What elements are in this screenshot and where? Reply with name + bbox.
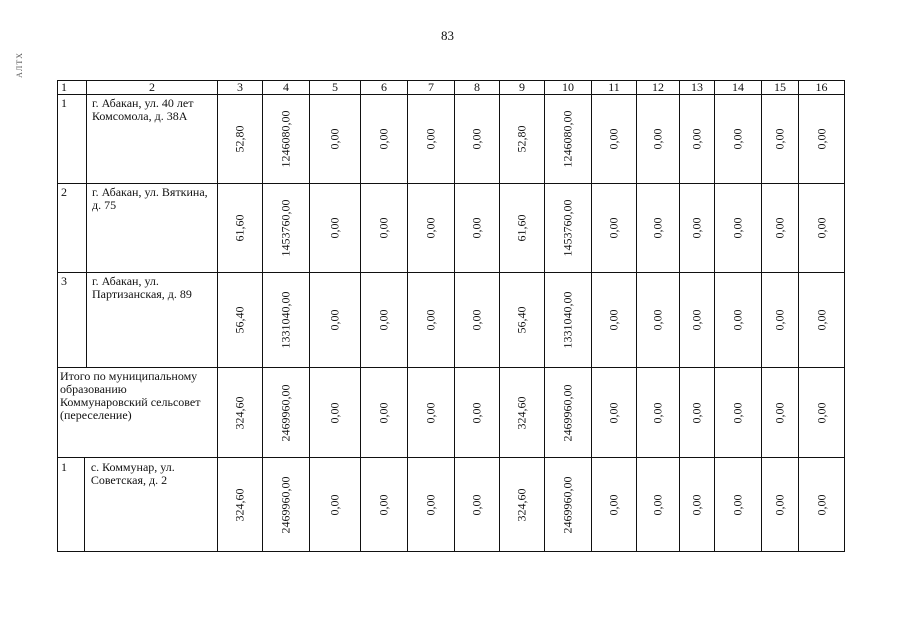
value-cell: 0,00 [715,184,762,273]
value-cell: 0,00 [408,368,455,458]
value-cell: 0,00 [408,95,455,184]
value-cell: 1246080,00 [545,95,592,184]
value-cell: 0,00 [799,273,845,368]
value-cell: 52,80 [500,95,545,184]
value-cell: 0,00 [361,458,408,552]
column-header: 9 [500,81,545,95]
column-header: 6 [361,81,408,95]
row-address: с. Коммунар, ул. Советская, д. 2 [90,460,175,487]
value-cell: 2469960,00 [263,368,310,458]
value-cell: 0,00 [762,458,799,552]
row-number: 1 [58,458,85,551]
value-cell: 0,00 [310,368,361,458]
row-number: 1 [58,95,87,184]
value-cell: 0,00 [762,368,799,458]
value-cell: 56,40 [218,273,263,368]
value-cell: 0,00 [762,273,799,368]
column-header: 8 [455,81,500,95]
value-cell: 2469960,00 [545,458,592,552]
data-table [57,80,845,552]
column-header: 15 [762,81,799,95]
value-cell: 0,00 [637,95,680,184]
column-header: 4 [263,81,310,95]
column-header: 2 [87,81,218,95]
value-cell: 0,00 [680,368,715,458]
value-cell: 0,00 [799,368,845,458]
value-cell: 0,00 [715,95,762,184]
value-cell: 0,00 [592,95,637,184]
value-cell: 0,00 [592,368,637,458]
value-cell: 324,60 [500,368,545,458]
value-cell: 0,00 [361,273,408,368]
value-cell: 0,00 [592,273,637,368]
value-cell: 0,00 [637,368,680,458]
total-label: Итого по муниципальному образованию Коммунаровский сельсовет (переселение) [58,368,218,458]
value-cell: 0,00 [592,184,637,273]
column-header: 1 [58,81,87,95]
value-cell: 1246080,00 [263,95,310,184]
value-cell: 0,00 [680,95,715,184]
row-number: 2 [58,184,87,273]
column-header: 14 [715,81,762,95]
column-header: 10 [545,81,592,95]
value-cell: 0,00 [637,458,680,552]
value-cell: 0,00 [715,273,762,368]
value-cell: 0,00 [799,95,845,184]
value-cell: 0,00 [455,95,500,184]
margin-note: АЛТХ [15,52,24,78]
value-cell: 0,00 [715,368,762,458]
value-cell: 2469960,00 [263,458,310,552]
value-cell: 1453760,00 [263,184,310,273]
value-cell: 0,00 [455,368,500,458]
value-cell: 1331040,00 [545,273,592,368]
value-cell: 0,00 [310,95,361,184]
value-cell: 1453760,00 [545,184,592,273]
value-cell: 0,00 [455,458,500,552]
value-cell: 1331040,00 [263,273,310,368]
value-cell: 61,60 [500,184,545,273]
value-cell: 2469960,00 [545,368,592,458]
column-header: 3 [218,81,263,95]
column-header: 12 [637,81,680,95]
table-row [58,95,845,184]
value-cell: 0,00 [680,184,715,273]
column-header: 5 [310,81,361,95]
value-cell: 0,00 [310,184,361,273]
value-cell: 52,80 [218,95,263,184]
value-cell: 56,40 [500,273,545,368]
value-cell: 324,60 [500,458,545,552]
page-number: 83 [441,28,454,43]
value-cell: 0,00 [715,458,762,552]
value-cell: 0,00 [455,184,500,273]
value-cell: 0,00 [361,184,408,273]
value-cell: 0,00 [680,458,715,552]
header-row [58,81,845,95]
value-cell: 0,00 [408,273,455,368]
total-row [58,368,845,458]
table-row [58,458,845,552]
row-address: г. Абакан, ул. Партизанская, д. 89 [87,273,218,368]
value-cell: 0,00 [455,273,500,368]
value-cell: 0,00 [408,184,455,273]
value-cell: 0,00 [680,273,715,368]
row-address: г. Абакан, ул. 40 лет Комсомола, д. 38А [87,95,218,184]
value-cell: 0,00 [637,273,680,368]
value-cell: 0,00 [592,458,637,552]
table-row [58,273,845,368]
value-cell: 0,00 [361,95,408,184]
value-cell: 324,60 [218,458,263,552]
value-cell: 0,00 [310,273,361,368]
column-header: 16 [799,81,845,95]
value-cell: 0,00 [762,95,799,184]
value-cell: 0,00 [637,184,680,273]
column-header: 7 [408,81,455,95]
row-address: г. Абакан, ул. Вяткина, д. 75 [87,184,218,273]
value-cell: 61,60 [218,184,263,273]
column-header: 11 [592,81,637,95]
sub-row-label [58,458,218,552]
table-row [58,184,845,273]
value-cell: 0,00 [799,458,845,552]
row-number: 3 [58,273,87,368]
value-cell: 0,00 [361,368,408,458]
column-header: 13 [680,81,715,95]
value-cell: 0,00 [408,458,455,552]
value-cell: 0,00 [310,458,361,552]
value-cell: 324,60 [218,368,263,458]
value-cell: 0,00 [799,184,845,273]
value-cell: 0,00 [762,184,799,273]
